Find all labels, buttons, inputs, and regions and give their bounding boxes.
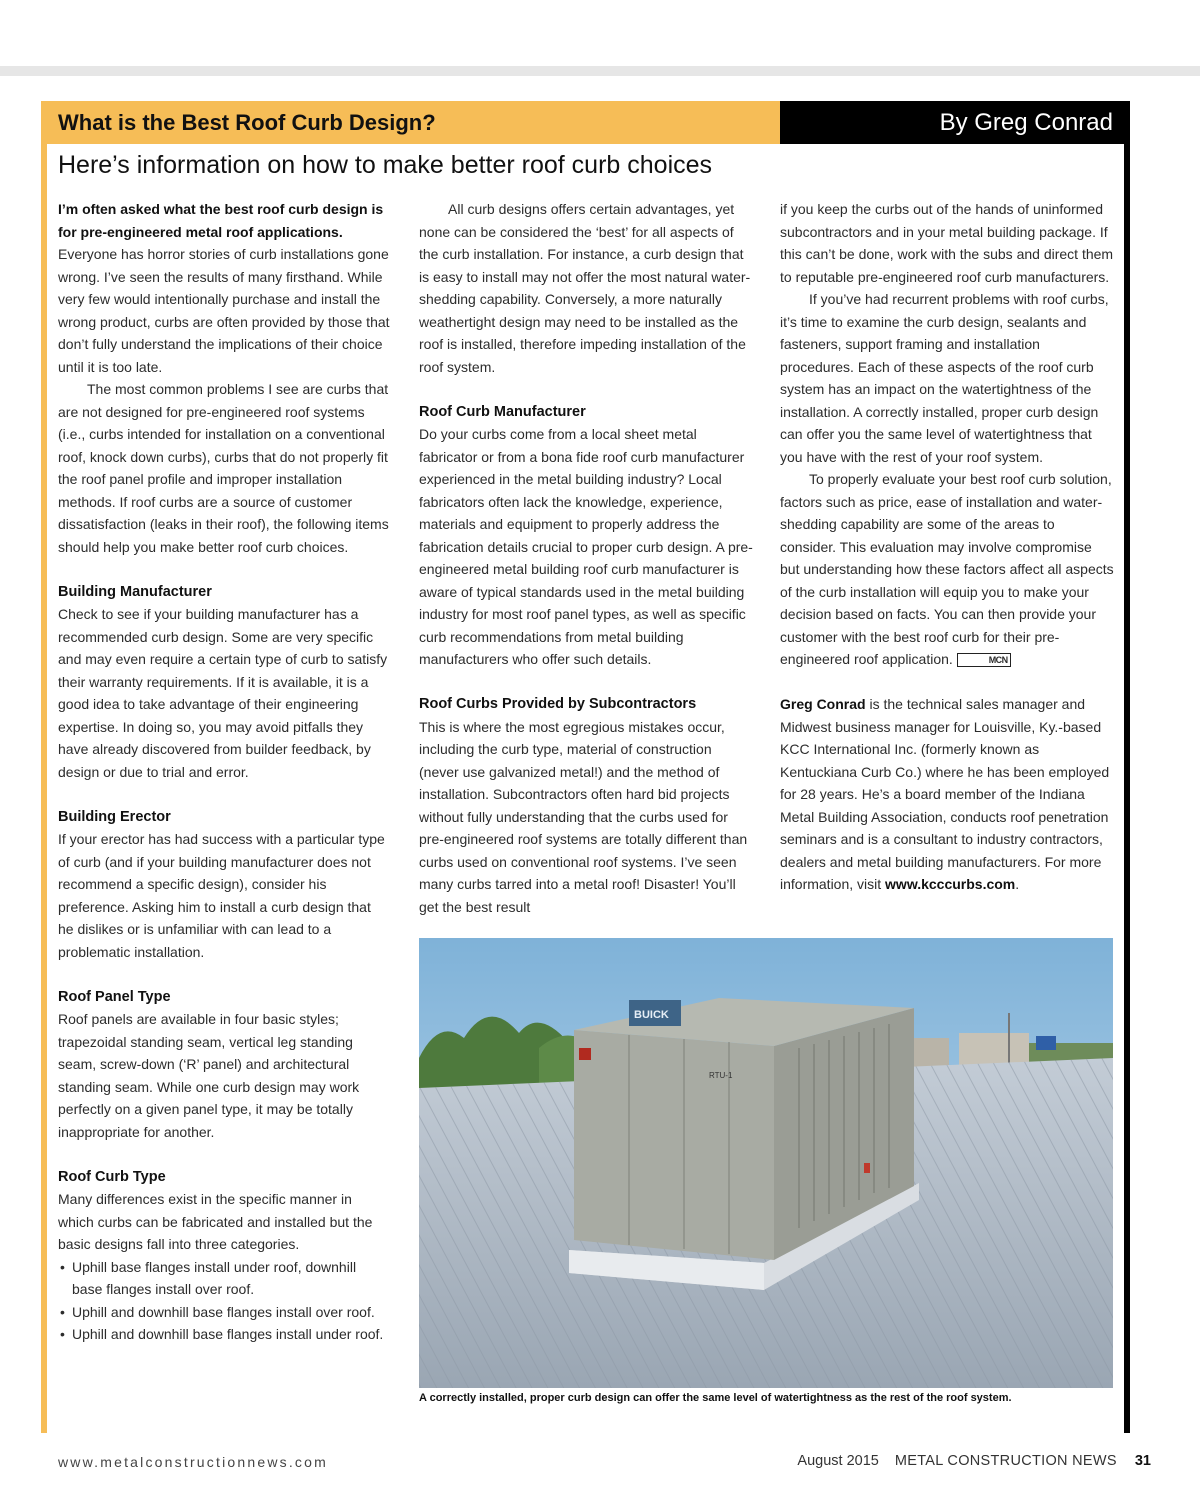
left-accent-rule [41,101,47,1433]
paragraph: This is where the most egregious mistakes occur, including the curb type, material of construction (never use galvanized metal!) and the method of installation. Subcontractors often hard bid projects without fully understanding that the curbs used for pre-engineered roof systems are totally different than curbs used on conventional roof systems. I’ve seen many curbs tarred into a metal roof! Disaster! You’ll get the best result [419,718,748,915]
heading-roof-curb-manufacturer: Roof Curb Manufacturer [419,403,586,420]
magazine-name: METAL CONSTRUCTION NEWS [894,1453,1117,1469]
paragraph: if you keep the curbs out of the hands of uninformed subcontractors and in your metal building package. If this can’t be done, work with the subs and direct them to reputable pre-engineered roof curb manufacturers. [780,201,1114,285]
lead-in: I’m often asked what the best roof curb design is for pre-engineered metal roof applications. [58,201,384,240]
footer-url[interactable]: www.metalconstructionnews.com [58,1454,328,1470]
heading-roof-curb-type: Roof Curb Type [58,1168,166,1185]
column-3 [780,198,1114,896]
page-number: 31 [1134,1453,1151,1469]
sign-text: BUICK [634,1009,669,1021]
closing-paragraph [780,468,1114,671]
article-title: What is the Best Roof Curb Design? [58,109,436,135]
footer-info [797,1453,1151,1469]
list-item: • Uphill and downhill base flanges install under roof. [58,1323,390,1346]
author-bio [780,693,1114,896]
bio-text: is the technical sales manager and Midwest business manager for Louisville, Ky.-based KCC International Inc. (formerly known as Kentuckiana Curb Co.) where he has been employed for 28 years. He’s a board member of the Indiana Metal Building Association, conducts roof penetration seminars and is a consultant to industry contractors, dealers and metal building manufacturers. For more information, visit [780,696,1110,892]
closing-text: To properly evaluate your best roof curb solution, factors such as price, ease of installation and water-shedding capability are some of the areas to consider. This evaluation may involve compromise but understanding how these factors affect all aspects of the curb installation will equip you to make your decision based on facts. You can then provide your customer with the best roof curb for their pre-engineered roof application. [780,471,1114,667]
list-item: • Uphill and downhill base flanges install over roof. [58,1301,390,1324]
rooftop-unit-illustration [419,938,1113,1388]
heading-roof-panel-type: Roof Panel Type [58,988,171,1005]
bio-link[interactable]: www.kcccurbs.com [885,876,1016,892]
paragraph: All curb designs offers certain advantages, yet none can be considered the ‘best’ for all aspects of the curb installation. For instance, a curb design that is easy to install may not offer the most natural water-shedding capability. Conversely, a more naturally weathertight design may need to be installed as the roof is installed, therefore impeding installation of the roof system. [419,201,751,375]
issue-date: August 2015 [797,1453,879,1469]
paragraph: The most common problems I see are curbs that are not designed for pre-engineered roof systems (i.e., curbs intended for installation on a conventional roof, knock down curbs), curbs that do not properly fit the roof panel profile and improper installation methods. If roof curbs are a source of customer dissatisfaction (leaks in their roof), the following items should help you make better roof curb choices. [58,381,389,555]
article-subtitle: Here’s information on how to make better roof curb choices [58,151,713,179]
bio-end: . [1015,876,1020,892]
column-1 [58,198,390,1346]
heading-subcontractors: Roof Curbs Provided by Subcontractors [419,696,697,712]
paragraph: Do your curbs come from a local sheet metal fabricator or from a bona fide roof curb manufacturer experienced in the metal building industry? Local fabricators often lack the knowledge, experience, materials and equipment to properly address the fabrication details crucial to proper curb design. A pre-engineered metal building roof curb manufacturer is aware of typical standards used in the metal building industry for most roof panel types, as well as specific curb recommendations from metal building manufacturers who offer such details. [419,426,753,667]
heading-building-manufacturer: Building Manufacturer [58,583,212,600]
paragraph: Many differences exist in the specific manner in which curbs can be fabricated and installed but the basic designs fall into three categories. [58,1191,373,1252]
unit-label: RTU-1 [709,1071,733,1080]
title-bar [41,101,780,144]
paragraph: Check to see if your building manufacturer has a recommended curb design. Some are very specific and may even require a certain type of curb to satisfy their warranty requirements. If it is available, it is a good idea to take advantage of their engineering expertise. In doing so, you may avoid pitfalls they have already discovered from builder feedback, by design or due to trial and error. [58,606,388,780]
intro-text: Everyone has horror stories of curb installations gone wrong. I’ve seen the results of many firsthand. While very few would intentionally purchase and install the wrong product, curbs are often provided by those that don’t fully understand the implications of their choice until it is too late. [58,246,390,375]
top-gray-band [0,66,1200,76]
paragraph: If your erector has had success with a particular type of curb (and if your building manufacturer does not recommend a specific design), consider his preference. Asking him to install a curb design that he dislikes or is unfamiliar with can lead to a problematic installation. [58,831,385,960]
paragraph: If you’ve had recurrent problems with roof curbs, it’s time to examine the curb design, sealants and fasteners, support framing and installation procedures. Each of these aspects of the roof curb system has an impact on the watertightness of the installation. A correctly installed, proper curb design can offer you the same level of watertightness that you have with the rest of your roof system. [780,291,1109,465]
roof-photo [419,938,1113,1388]
right-accent-rule [1124,101,1130,1433]
byline: By Greg Conrad [939,108,1113,136]
list-item: • Uphill base flanges install under roof, downhill base flanges install over roof. [58,1256,390,1301]
byline-bar [780,101,1130,144]
end-mark-icon: MCN [957,653,1011,667]
intro-paragraph [58,198,390,378]
column-2 [419,198,753,918]
photo-caption: A correctly installed, proper curb design can offer the same level of watertightness as the rest of the roof system. [419,1392,1012,1404]
heading-building-erector: Building Erector [58,808,171,825]
author-name: Greg Conrad [780,696,866,712]
curb-type-list [58,1256,390,1346]
paragraph: Roof panels are available in four basic styles; trapezoidal standing seam, vertical leg standing seam, screw-down (‘R’ panel) and architectural standing seam. While one curb design may work perfectly on a given panel type, it may be totally inappropriate for another. [58,1011,360,1140]
